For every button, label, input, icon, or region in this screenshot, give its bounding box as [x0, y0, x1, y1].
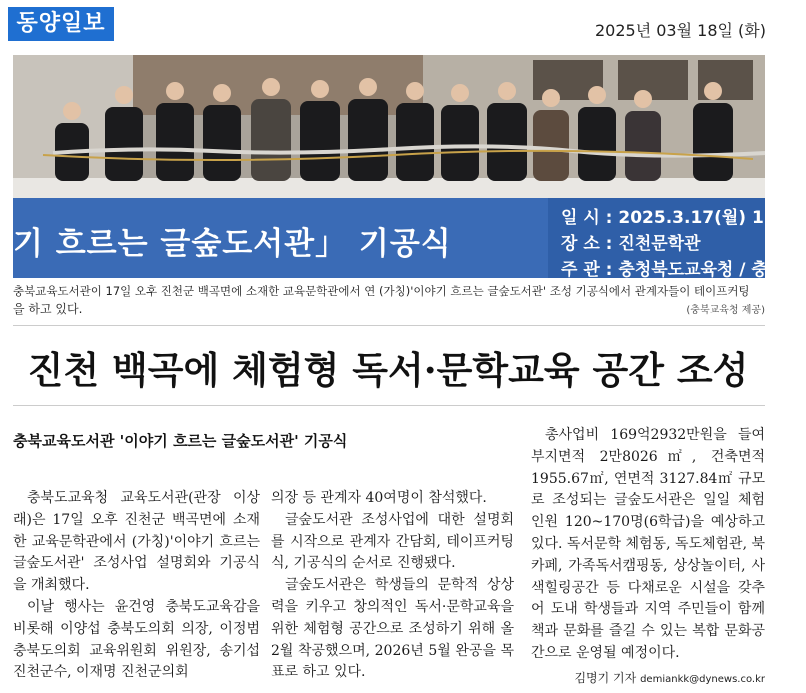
- masthead-logo: 동양일보: [8, 7, 114, 41]
- paragraph: 글숲도서관은 학생들의 문학적 상상력을 키우고 창의적인 독서·문학교육을 위한 체험형 공간으로 조성하기 위해 올 2월 착공했으며, 2026년 5월 완공을 목표로 하고 있다.: [271, 577, 514, 681]
- photo-credit: (충북교육청 제공): [686, 305, 765, 316]
- caption-line: 을 하고 있다.: [13, 302, 83, 316]
- publication-date: 2025년 03월 18일 (화): [594, 21, 766, 40]
- reporter-name: 김명기 기자: [574, 671, 637, 685]
- caption-line: 충북교육도서관이 17일 오후 진천군 백곡면에 소재한 교육문학관에서 연 (가칭)'이야기 흐르는 글숲도서관' 조성 기공식에서 관계자들이 테이프커팅: [13, 284, 750, 298]
- article-headline: 진천 백곡에 체험형 독서·문학교육 공간 조성: [27, 348, 749, 392]
- banner-title-text: 기 흐르는 글숲도서관」 기공식: [13, 226, 452, 262]
- paragraph: 총사업비 169억2932만원을 들여 부지면적 2만8026㎡, 건축면적 1955.67㎡, 연면적 3127.84㎡ 규모로 조성되는 글숲도서관은 일일 체험 인원 120~170명(6학급)을 예상하고 있다. 독서문학 체험동, 독도체험관, 북카페, 가족독서캠핑동, 상상놀이터, 사색힐링공간 등 다채로운 시설을 갖추어 도내 학생들과 지역 주민들이 함께 책과 문화를 즐길 수 있는 복합 문화공간으로 운영될 예정이다.: [531, 427, 766, 661]
- paragraph: 이날 행사는 윤건영 충북도교육감을 비롯해 이양섭 충북도의회 의장, 이정범 충북도의회 교육위원회 위원장, 송기섭 진천군수, 이재명 진천군의회: [13, 598, 260, 681]
- paragraph: 글숲도서관 조성사업에 대한 설명회를 시작으로 관계자 간담회, 테이프커팅식, 기공식의 순서로 진행됐다.: [271, 511, 514, 572]
- divider: [13, 325, 765, 326]
- banner-info-line: 장 소 : 진천문학관: [561, 234, 701, 254]
- divider: [13, 405, 765, 406]
- photo-caption: [13, 282, 765, 318]
- article-subheadline: 충북교육도서관 '이야기 흐르는 글숲도서관' 기공식: [13, 432, 348, 450]
- banner-info-line: 일 시 : 2025.3.17(월) 15:30: [561, 208, 806, 228]
- article-column-3: [531, 425, 765, 665]
- byline: [574, 669, 765, 686]
- article-photo: [13, 55, 806, 280]
- reporter-email[interactable]: demiankk@dynews.co.kr: [640, 674, 765, 685]
- article-column-1: [13, 488, 260, 684]
- article-column-2: [271, 488, 514, 684]
- paragraph: 충북도교육청 교육도서관(관장 이상래)은 17일 오후 진천군 백곡면에 소재한 교육문학관에서 (가칭)'이야기 흐르는 글숲도서관' 조성사업 설명회와 기공식을 개최했다.: [13, 490, 260, 594]
- paragraph: 의장 등 관계자 40여명이 참석했다.: [271, 490, 487, 506]
- banner-info-line: 주 관 : 충청북도교육청 / 충: [561, 260, 768, 280]
